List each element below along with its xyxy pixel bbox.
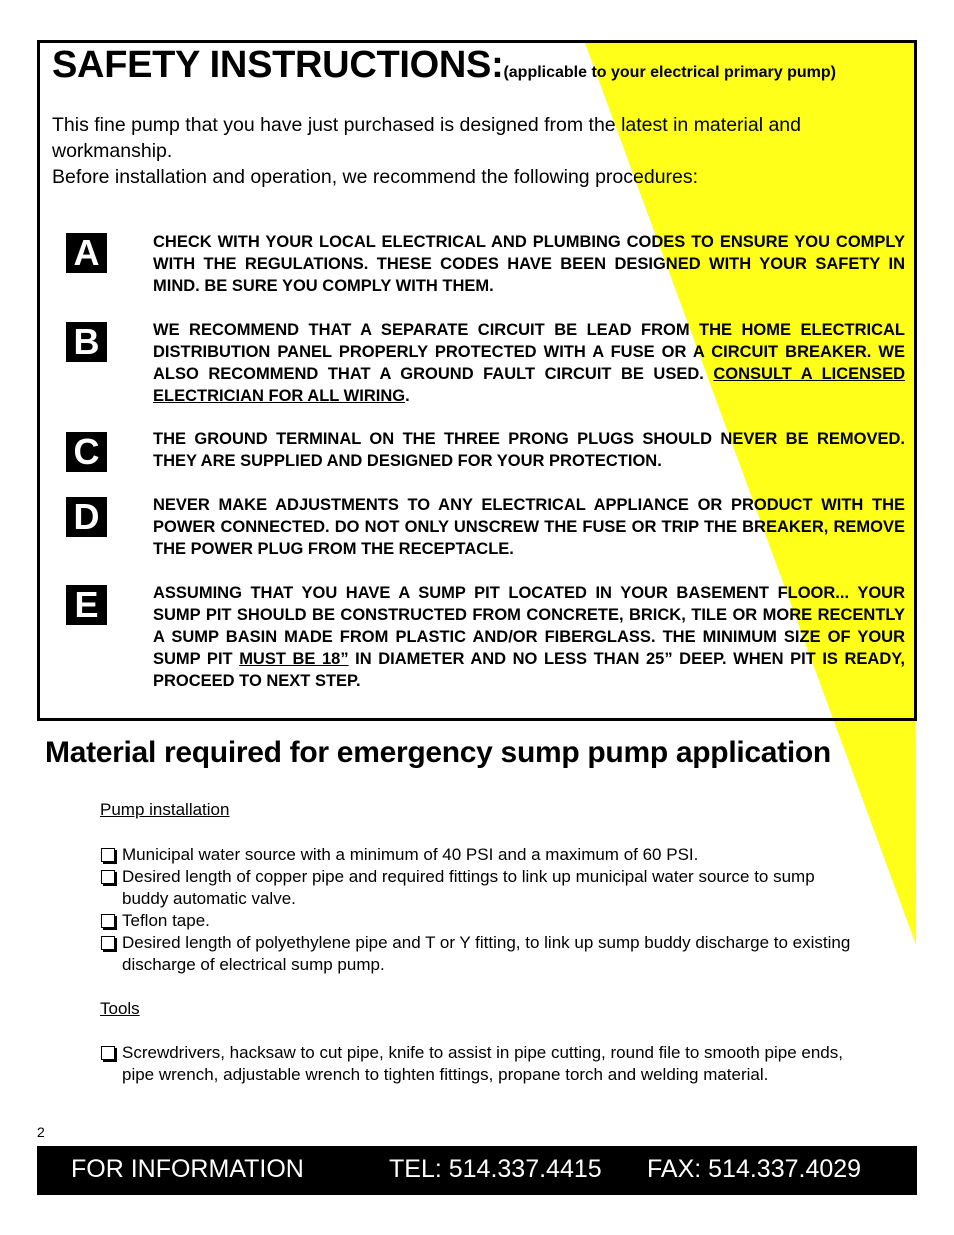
safety-item-text: CHECK WITH YOUR LOCAL ELECTRICAL AND PLUMBING CODES TO ENSURE YOU COMPLY WITH THE REGULATIONS. THESE CODES HAVE BEEN DESIGNED WITH YOUR SAFETY IN MIND. BE SURE YOU COMPLY WITH THEM. <box>153 233 905 295</box>
underlined-size: MUST BE 18” <box>239 650 349 668</box>
tools-heading: Tools <box>100 999 140 1018</box>
intro-line-1: This fine pump that you have just purchased is designed from the latest in material and workmanship. <box>52 114 801 162</box>
footer-info-label: FOR INFORMATION <box>71 1155 304 1183</box>
safety-item-text: WE RECOMMEND THAT A SEPARATE CIRCUIT BE LEAD FROM THE HOME ELECTRICAL DISTRIBUTION PANEL PROPERLY PROTECTED WITH A FUSE OR A CIRCUIT BREAKER. WE ALSO RECOMMEND THAT A GROUND FAULT CIRCUIT BE USED. CONSULT A LICENSED ELECTRICIAN FOR ALL WIRING. <box>153 321 906 405</box>
footer-contact-bar <box>37 1146 917 1195</box>
safety-instructions-box <box>37 40 917 721</box>
material-section-title: Material required for emergency sump pump application <box>45 736 831 769</box>
safety-title: SAFETY INSTRUCTIONS:(applicable to your electrical primary pump) <box>52 44 836 86</box>
footer-telephone: TEL: 514.337.4415 <box>389 1155 602 1183</box>
checkbox-icon <box>101 848 115 862</box>
footer-fax: FAX: 514.337.4029 <box>647 1155 862 1183</box>
pump-installation-checklist <box>100 844 860 976</box>
safety-subtitle: (applicable to your electrical primary pump) <box>503 64 836 81</box>
list-item: Screwdrivers, hacksaw to cut pipe, knife to assist in pipe cutting, round file to smooth pipe ends, pipe wrench, adjustable wrench to tighten fittings, propane torch and welding material. <box>100 1042 860 1086</box>
underlined-warning: CONSULT A LICENSED ELECTRICIAN FOR ALL WIRING <box>153 365 906 405</box>
tools-checklist <box>100 1042 860 1086</box>
pump-installation-heading: Pump installation <box>100 800 230 819</box>
list-item: Teflon tape. <box>100 910 860 932</box>
list-item: Desired length of polyethylene pipe and T or Y fitting, to link up sump buddy discharge to existing discharge of electrical sump pump. <box>100 932 860 976</box>
list-item: Municipal water source with a minimum of 40 PSI and a maximum of 60 PSI. <box>100 844 860 866</box>
list-item: Desired length of copper pipe and required fittings to link up municipal water source to sump buddy automatic valve. <box>100 866 860 910</box>
page-number: 2 <box>37 1124 45 1140</box>
checkbox-icon <box>101 936 115 950</box>
safety-item-text: THE GROUND TERMINAL ON THE THREE PRONG PLUGS SHOULD NEVER BE REMOVED. THEY ARE SUPPLIED AND DESIGNED FOR YOUR PROTECTION. <box>153 430 905 470</box>
checkbox-icon <box>101 914 115 928</box>
intro-paragraph <box>52 112 902 190</box>
safety-item-text: NEVER MAKE ADJUSTMENTS TO ANY ELECTRICAL APPLIANCE OR PRODUCT WITH THE POWER CONNECTED. DO NOT ONLY UNSCREW THE FUSE OR TRIP THE BREAKER, REMOVE THE POWER PLUG FROM THE RECEPTACLE. <box>153 496 905 558</box>
letter-badge-b: B <box>66 322 107 362</box>
letter-badge-a: A <box>66 233 107 273</box>
letter-badge-d: D <box>66 497 107 537</box>
letter-badge-c: C <box>66 432 107 472</box>
letter-badge-e: E <box>66 585 107 625</box>
safety-item-text: ASSUMING THAT YOU HAVE A SUMP PIT LOCATED IN YOUR BASEMENT FLOOR... YOUR SUMP PIT SHOULD BE CONSTRUCTED FROM CONCRETE, BRICK, TILE OR MORE RECENTLY A SUMP BASIN MADE FROM PLASTIC AND/OR FIBERGLASS. THE MINIMUM SIZE OF YOUR SUMP PIT MUST BE 18” IN DIAMETER AND NO LESS THAN 25” DEEP. WHEN PIT IS READY, PROCEED TO NEXT STEP. <box>153 584 905 690</box>
checkbox-icon <box>101 870 115 884</box>
intro-line-2: Before installation and operation, we recommend the following procedures: <box>52 166 699 188</box>
checkbox-icon <box>101 1046 115 1060</box>
